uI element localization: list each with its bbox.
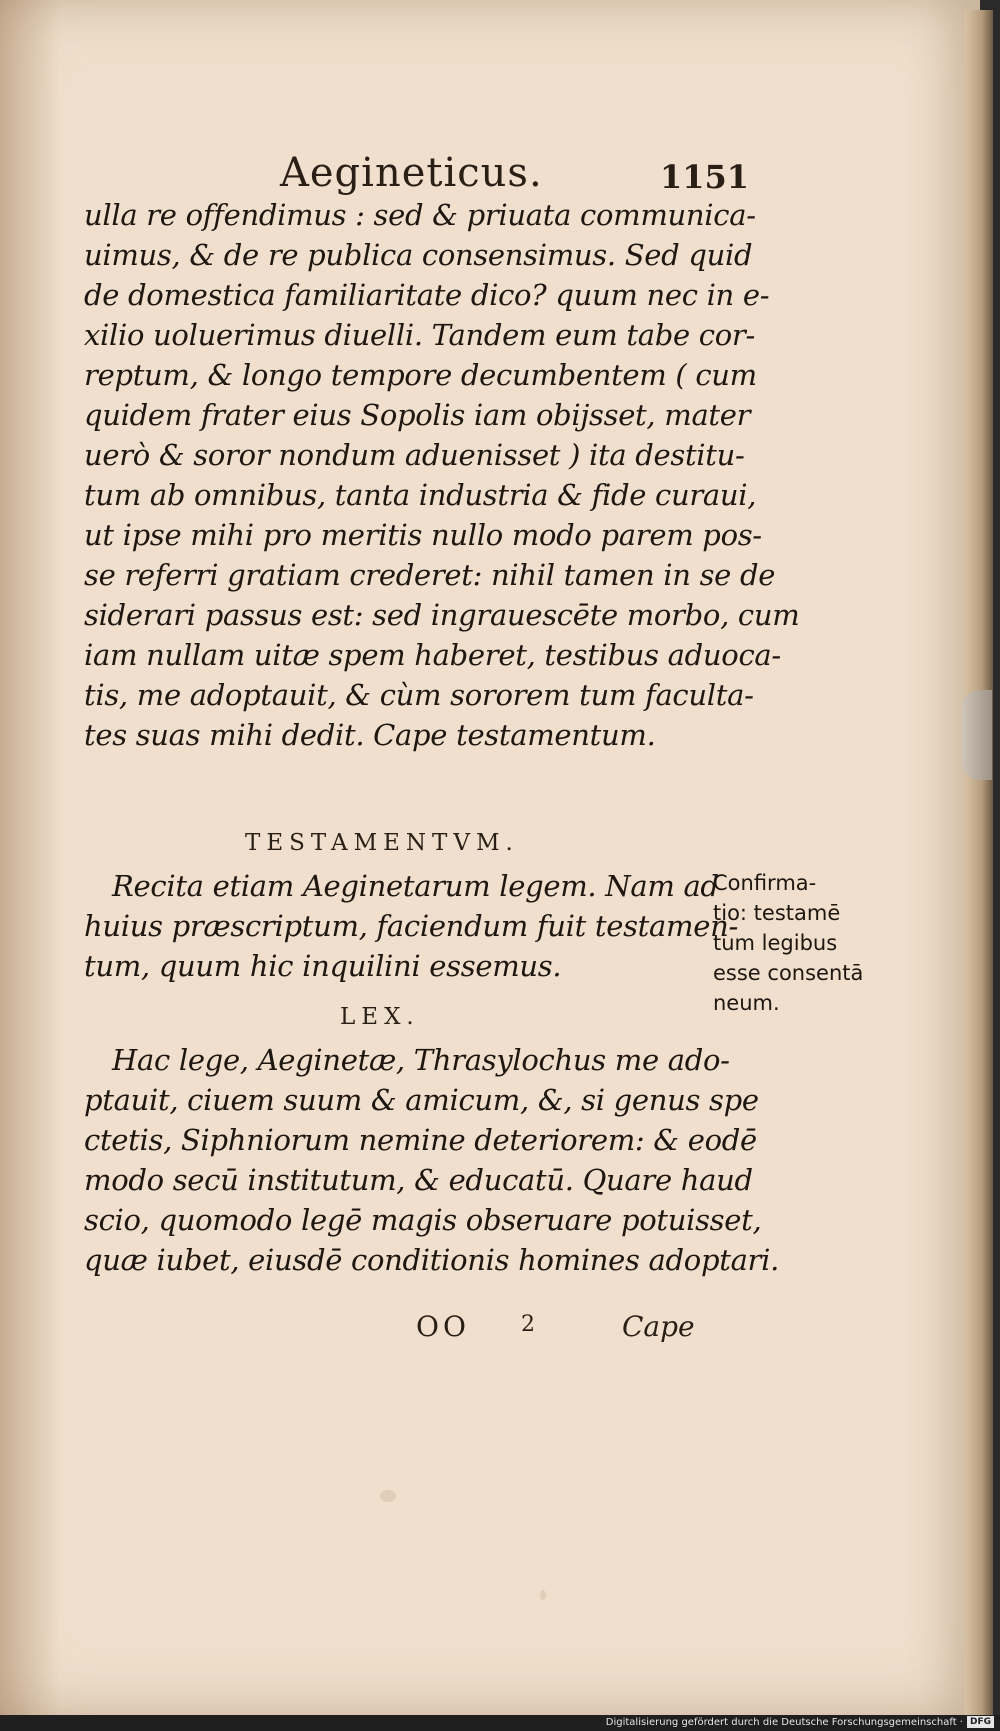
text-line: huius præscriptum, faciendum fuit testamen- [84,909,738,943]
text-line: ulla re offendimus : sed & priuata communica- [84,198,756,232]
text-line: de domestica familiaritate dico? quum nec in e- [84,278,770,312]
text-line: tum ab omnibus, tanta industria & fide curaui, [84,478,757,512]
body-text-2 [84,866,738,986]
catchword: Cape [622,1310,695,1343]
text-line: Hac lege, Aeginetæ, Thrasylochus me ado- [112,1043,730,1077]
page-number: 1151 [660,158,750,196]
text-line: uimus, & de re publica consensimus. Sed quid [84,238,753,272]
text-line: siderari passus est: sed ingrauescēte morbo, cum [84,598,800,632]
page-edge [965,10,993,1715]
signature-number: 2 [521,1312,535,1337]
section-heading-lex: LEX. [340,1004,420,1030]
body-text-3 [84,1040,780,1280]
signature-line [0,1310,720,1350]
paragraph-1 [84,195,800,755]
text-line: tis, me adoptauit, & cùm sororem tum faculta- [84,678,754,712]
credit-text: Digitalisierung gefördert durch die Deutsche Forschungsgemeinschaft · [605,1717,963,1728]
text-line: uerò & soror nondum aduenisset ) ita destitu- [84,438,745,472]
margin-note-line: tum legibus [713,931,838,955]
margin-note-line: Confirma- [713,871,817,895]
body-text [84,195,800,755]
margin-note-line: tio: testamē [713,901,841,925]
margin-note-line: esse consentā [713,961,864,985]
binding-shadow [0,0,60,1715]
signature-mark: OO [416,1310,470,1343]
text-line: modo secū institutum, & educatū. Quare haud [84,1163,753,1197]
text-line: iam nullam uitæ spem haberet, testibus aduoca- [84,638,781,672]
text-line: se referri gratiam crederet: nihil tamen in se de [84,558,776,592]
text-line: scio, quomodo legē magis obseruare potuisset, [84,1203,762,1237]
text-line: quidem frater eius Sopolis iam obijsset, mater [84,398,751,432]
text-line: tes suas mihi dedit. Cape testamentum. [84,718,656,752]
text-line: tum, quum hic inquilini essemus. [84,949,562,983]
text-line: reptum, & longo tempore decumbentem ( cum [84,358,757,392]
text-line: ctetis, Siphniorum nemine deteriorem: & eodē [84,1123,757,1157]
paper-stain [540,1590,546,1600]
text-line: ut ipse mihi pro meritis nullo modo parem pos- [84,518,762,552]
text-line: quæ iubet, eiusdē conditionis homines adoptari. [84,1243,780,1277]
page-tab-marker [962,690,992,780]
digitization-credit-bar [0,1715,1000,1731]
section-heading-testamentum: TESTAMENTVM. [245,830,519,856]
text-line: xilio uoluerimus diuelli. Tandem eum tabe cor- [84,318,755,352]
margin-note [713,868,873,1018]
margin-note-line: neum. [713,991,780,1015]
running-title: Aegineticus. [280,150,543,196]
paper-stain [380,1490,396,1502]
text-line: ptauit, ciuem suum & amicum, &, si genus spe [84,1083,759,1117]
dfg-logo-icon: DFG [967,1716,994,1728]
text-line: Recita etiam Aeginetarum legem. Nam ad [112,869,719,903]
